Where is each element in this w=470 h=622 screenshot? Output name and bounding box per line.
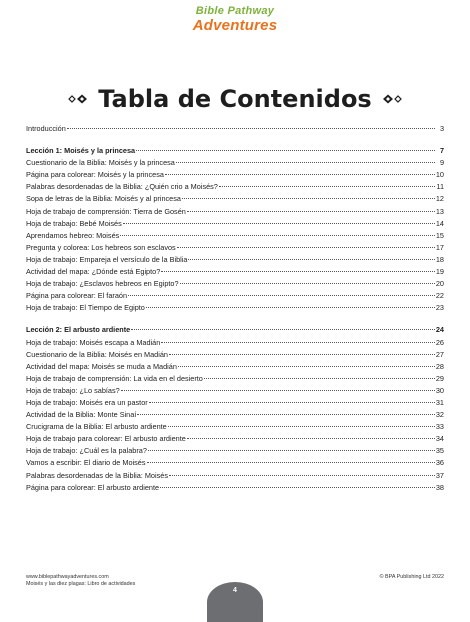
toc-entry-label: Vamos a escribir: El diario de Moisés bbox=[26, 458, 146, 468]
toc-entry[interactable] bbox=[26, 169, 444, 181]
dot-leader bbox=[168, 426, 435, 427]
toc-entry-label: Hoja de trabajo: Empareja el versículo de la Biblia bbox=[26, 254, 188, 264]
toc-lesson-heading[interactable] bbox=[26, 324, 444, 336]
dot-leader bbox=[120, 235, 435, 236]
toc-entry-label: Palabras desordenadas de la Biblia: ¿Quién crio a Moisés? bbox=[26, 182, 218, 192]
toc-entry-page: 30 bbox=[435, 385, 444, 395]
toc-entry[interactable] bbox=[26, 242, 444, 254]
page-title: Tabla de Contenidos bbox=[98, 85, 372, 113]
dot-leader bbox=[121, 390, 435, 391]
dot-leader bbox=[204, 378, 435, 379]
dot-leader bbox=[165, 174, 435, 175]
toc-entry[interactable] bbox=[26, 181, 444, 193]
toc-entry[interactable] bbox=[26, 385, 444, 397]
dot-leader bbox=[169, 475, 435, 476]
toc-entry-page: 36 bbox=[435, 458, 444, 468]
lesson1-list bbox=[26, 157, 444, 314]
footer-book-title: Moisés y las diez plagas: Libro de actividades bbox=[26, 581, 136, 587]
toc-entry-label: Hoja de trabajo para colorear: El arbusto ardiente bbox=[26, 434, 186, 444]
toc-entry-label: Actividad del mapa: ¿Dónde está Egipto? bbox=[26, 267, 161, 277]
toc-entry-label: Hoja de trabajo: El Tiempo de Egipto bbox=[26, 303, 145, 313]
toc-entry-label: Palabras desordenadas de la Biblia: Moisés bbox=[26, 470, 168, 480]
toc-entry[interactable] bbox=[26, 421, 444, 433]
toc-entry-page: 34 bbox=[435, 434, 444, 444]
toc-entry-intro[interactable] bbox=[26, 123, 444, 135]
dot-leader bbox=[188, 259, 434, 260]
toc-entry-label: Hoja de trabajo de comprensión: Tierra de Gosén bbox=[26, 206, 186, 216]
toc-entry-label: Crucigrama de la Biblia: El arbusto ardiente bbox=[26, 422, 167, 432]
dot-leader bbox=[219, 186, 435, 187]
dot-leader bbox=[137, 414, 435, 415]
toc-entry-label: Página para colorear: El faraón bbox=[26, 291, 128, 301]
toc-entry-label: Actividad del mapa: Moisés se muda a Madián bbox=[26, 361, 177, 371]
dot-leader bbox=[182, 198, 435, 199]
toc-entry[interactable] bbox=[26, 193, 444, 205]
dot-leader bbox=[180, 283, 435, 284]
toc-entry-label: Actividad de la Biblia: Monte Sinaí bbox=[26, 410, 137, 420]
toc-lesson-heading[interactable] bbox=[26, 145, 444, 157]
toc-entry-page: 27 bbox=[435, 349, 444, 359]
toc-entry-page: 33 bbox=[435, 422, 444, 432]
toc-entry-page: 14 bbox=[435, 218, 444, 228]
dot-leader bbox=[67, 128, 435, 129]
dot-leader bbox=[136, 150, 435, 151]
toc-entry[interactable] bbox=[26, 445, 444, 457]
footer-website[interactable]: www.biblepathwayadventures.com bbox=[26, 574, 109, 580]
toc-entry-page: 23 bbox=[435, 303, 444, 313]
toc-entry-label: Página para colorear: Moisés y la princesa bbox=[26, 170, 164, 180]
toc-entry-label: Cuestionario de la Biblia: Moisés en Madián bbox=[26, 349, 168, 359]
toc-heading-page: 7 bbox=[439, 146, 444, 156]
toc-entry-label: Hoja de trabajo: Moisés escapa a Madián bbox=[26, 337, 161, 347]
toc-entry-label: Hoja de trabajo de comprensión: La vida en el desierto bbox=[26, 373, 203, 383]
toc-entry[interactable] bbox=[26, 254, 444, 266]
dot-leader bbox=[169, 354, 435, 355]
dot-leader bbox=[147, 462, 435, 463]
dot-leader bbox=[148, 450, 435, 451]
toc-entry[interactable] bbox=[26, 337, 444, 349]
toc-entry-label: Hoja de trabajo: ¿Esclavos hebreos en Egipto? bbox=[26, 279, 179, 289]
brand-logo bbox=[0, 6, 470, 33]
toc-heading-label: Lección 2: El arbusto ardiente bbox=[26, 325, 131, 335]
footer-copyright: © BPA Publishing Ltd 2022 bbox=[379, 574, 444, 580]
diamond-ornament-right-icon bbox=[380, 94, 402, 104]
table-of-contents bbox=[26, 123, 444, 494]
toc-heading-page: 24 bbox=[435, 325, 444, 335]
toc-entry-page: 10 bbox=[435, 170, 444, 180]
toc-entry-label: Pregunta y colorea: Los hebreos son esclavos bbox=[26, 242, 176, 252]
footer-left bbox=[26, 574, 135, 588]
toc-entry[interactable] bbox=[26, 482, 444, 494]
toc-entry[interactable] bbox=[26, 290, 444, 302]
toc-entry[interactable] bbox=[26, 361, 444, 373]
dot-leader bbox=[178, 366, 435, 367]
toc-entry-label: Aprendamos hebreo: Moisés bbox=[26, 230, 120, 240]
toc-entry-page: 17 bbox=[435, 242, 444, 252]
section-gap bbox=[26, 314, 444, 324]
toc-entry[interactable] bbox=[26, 397, 444, 409]
toc-entry-page: 18 bbox=[435, 254, 444, 264]
toc-entry-label: Introducción bbox=[26, 124, 66, 133]
toc-entry[interactable] bbox=[26, 278, 444, 290]
toc-entry[interactable] bbox=[26, 457, 444, 469]
dot-leader bbox=[128, 295, 435, 296]
dot-leader bbox=[161, 342, 435, 343]
toc-entry[interactable] bbox=[26, 373, 444, 385]
dot-leader bbox=[146, 307, 435, 308]
dot-leader bbox=[123, 223, 435, 224]
toc-entry-page: 26 bbox=[435, 337, 444, 347]
toc-entry-label: Página para colorear: El arbusto ardiente bbox=[26, 482, 160, 492]
page-number-tab bbox=[207, 582, 263, 622]
dot-leader bbox=[176, 162, 435, 163]
toc-entry[interactable] bbox=[26, 266, 444, 278]
dot-leader bbox=[160, 487, 435, 488]
diamond-ornament-left-icon bbox=[68, 94, 90, 104]
toc-entry-page: 28 bbox=[435, 361, 444, 371]
page-number: 4 bbox=[233, 587, 237, 594]
toc-entry-page: 19 bbox=[435, 267, 444, 277]
toc-entry-label: Hoja de trabajo: ¿Lo sabías? bbox=[26, 385, 120, 395]
toc-entry-page: 31 bbox=[435, 397, 444, 407]
toc-entry-page: 15 bbox=[435, 230, 444, 240]
dot-leader bbox=[187, 438, 435, 439]
toc-entry-page: 29 bbox=[435, 373, 444, 383]
logo-top-text: Bible Pathway bbox=[195, 5, 275, 17]
toc-entry[interactable] bbox=[26, 206, 444, 218]
toc-heading-label: Lección 1: Moisés y la princesa bbox=[26, 146, 136, 156]
toc-entry-page: 35 bbox=[435, 446, 444, 456]
toc-entry[interactable] bbox=[26, 409, 444, 421]
toc-entry-page: 13 bbox=[435, 206, 444, 216]
lesson2-list bbox=[26, 337, 444, 494]
toc-entry-page: 37 bbox=[435, 470, 444, 480]
dot-leader bbox=[177, 247, 435, 248]
title-row bbox=[0, 83, 470, 115]
toc-entry-label: Hoja de trabajo: Moisés era un pastor bbox=[26, 397, 148, 407]
dot-leader bbox=[161, 271, 435, 272]
toc-entry-label: Sopa de letras de la Biblia: Moisés y al princesa bbox=[26, 194, 181, 204]
toc-entry[interactable] bbox=[26, 349, 444, 361]
toc-entry-label: Hoja de trabajo: Bebé Moisés bbox=[26, 218, 122, 228]
logo-main-text: Adventures bbox=[192, 17, 278, 34]
dot-leader bbox=[187, 211, 435, 212]
toc-entry-label: Hoja de trabajo: ¿Cuál es la palabra? bbox=[26, 446, 147, 456]
toc-entry[interactable] bbox=[26, 157, 444, 169]
toc-entry[interactable] bbox=[26, 218, 444, 230]
toc-entry-page: 32 bbox=[435, 410, 444, 420]
toc-entry-page: 9 bbox=[439, 158, 444, 168]
toc-entry-page: 22 bbox=[435, 291, 444, 301]
section-gap bbox=[26, 135, 444, 145]
toc-entry[interactable] bbox=[26, 230, 444, 242]
toc-entry-page: 3 bbox=[439, 124, 444, 133]
toc-entry-page: 20 bbox=[435, 279, 444, 289]
dot-leader bbox=[149, 402, 435, 403]
toc-entry-page: 38 bbox=[435, 482, 444, 492]
toc-entry[interactable] bbox=[26, 302, 444, 314]
toc-entry[interactable] bbox=[26, 433, 444, 445]
toc-entry-page: 12 bbox=[435, 194, 444, 204]
toc-entry-page: 11 bbox=[436, 182, 444, 192]
toc-entry[interactable] bbox=[26, 470, 444, 482]
toc-entry-label: Cuestionario de la Biblia: Moisés y la princesa bbox=[26, 158, 175, 168]
dot-leader bbox=[131, 329, 435, 330]
